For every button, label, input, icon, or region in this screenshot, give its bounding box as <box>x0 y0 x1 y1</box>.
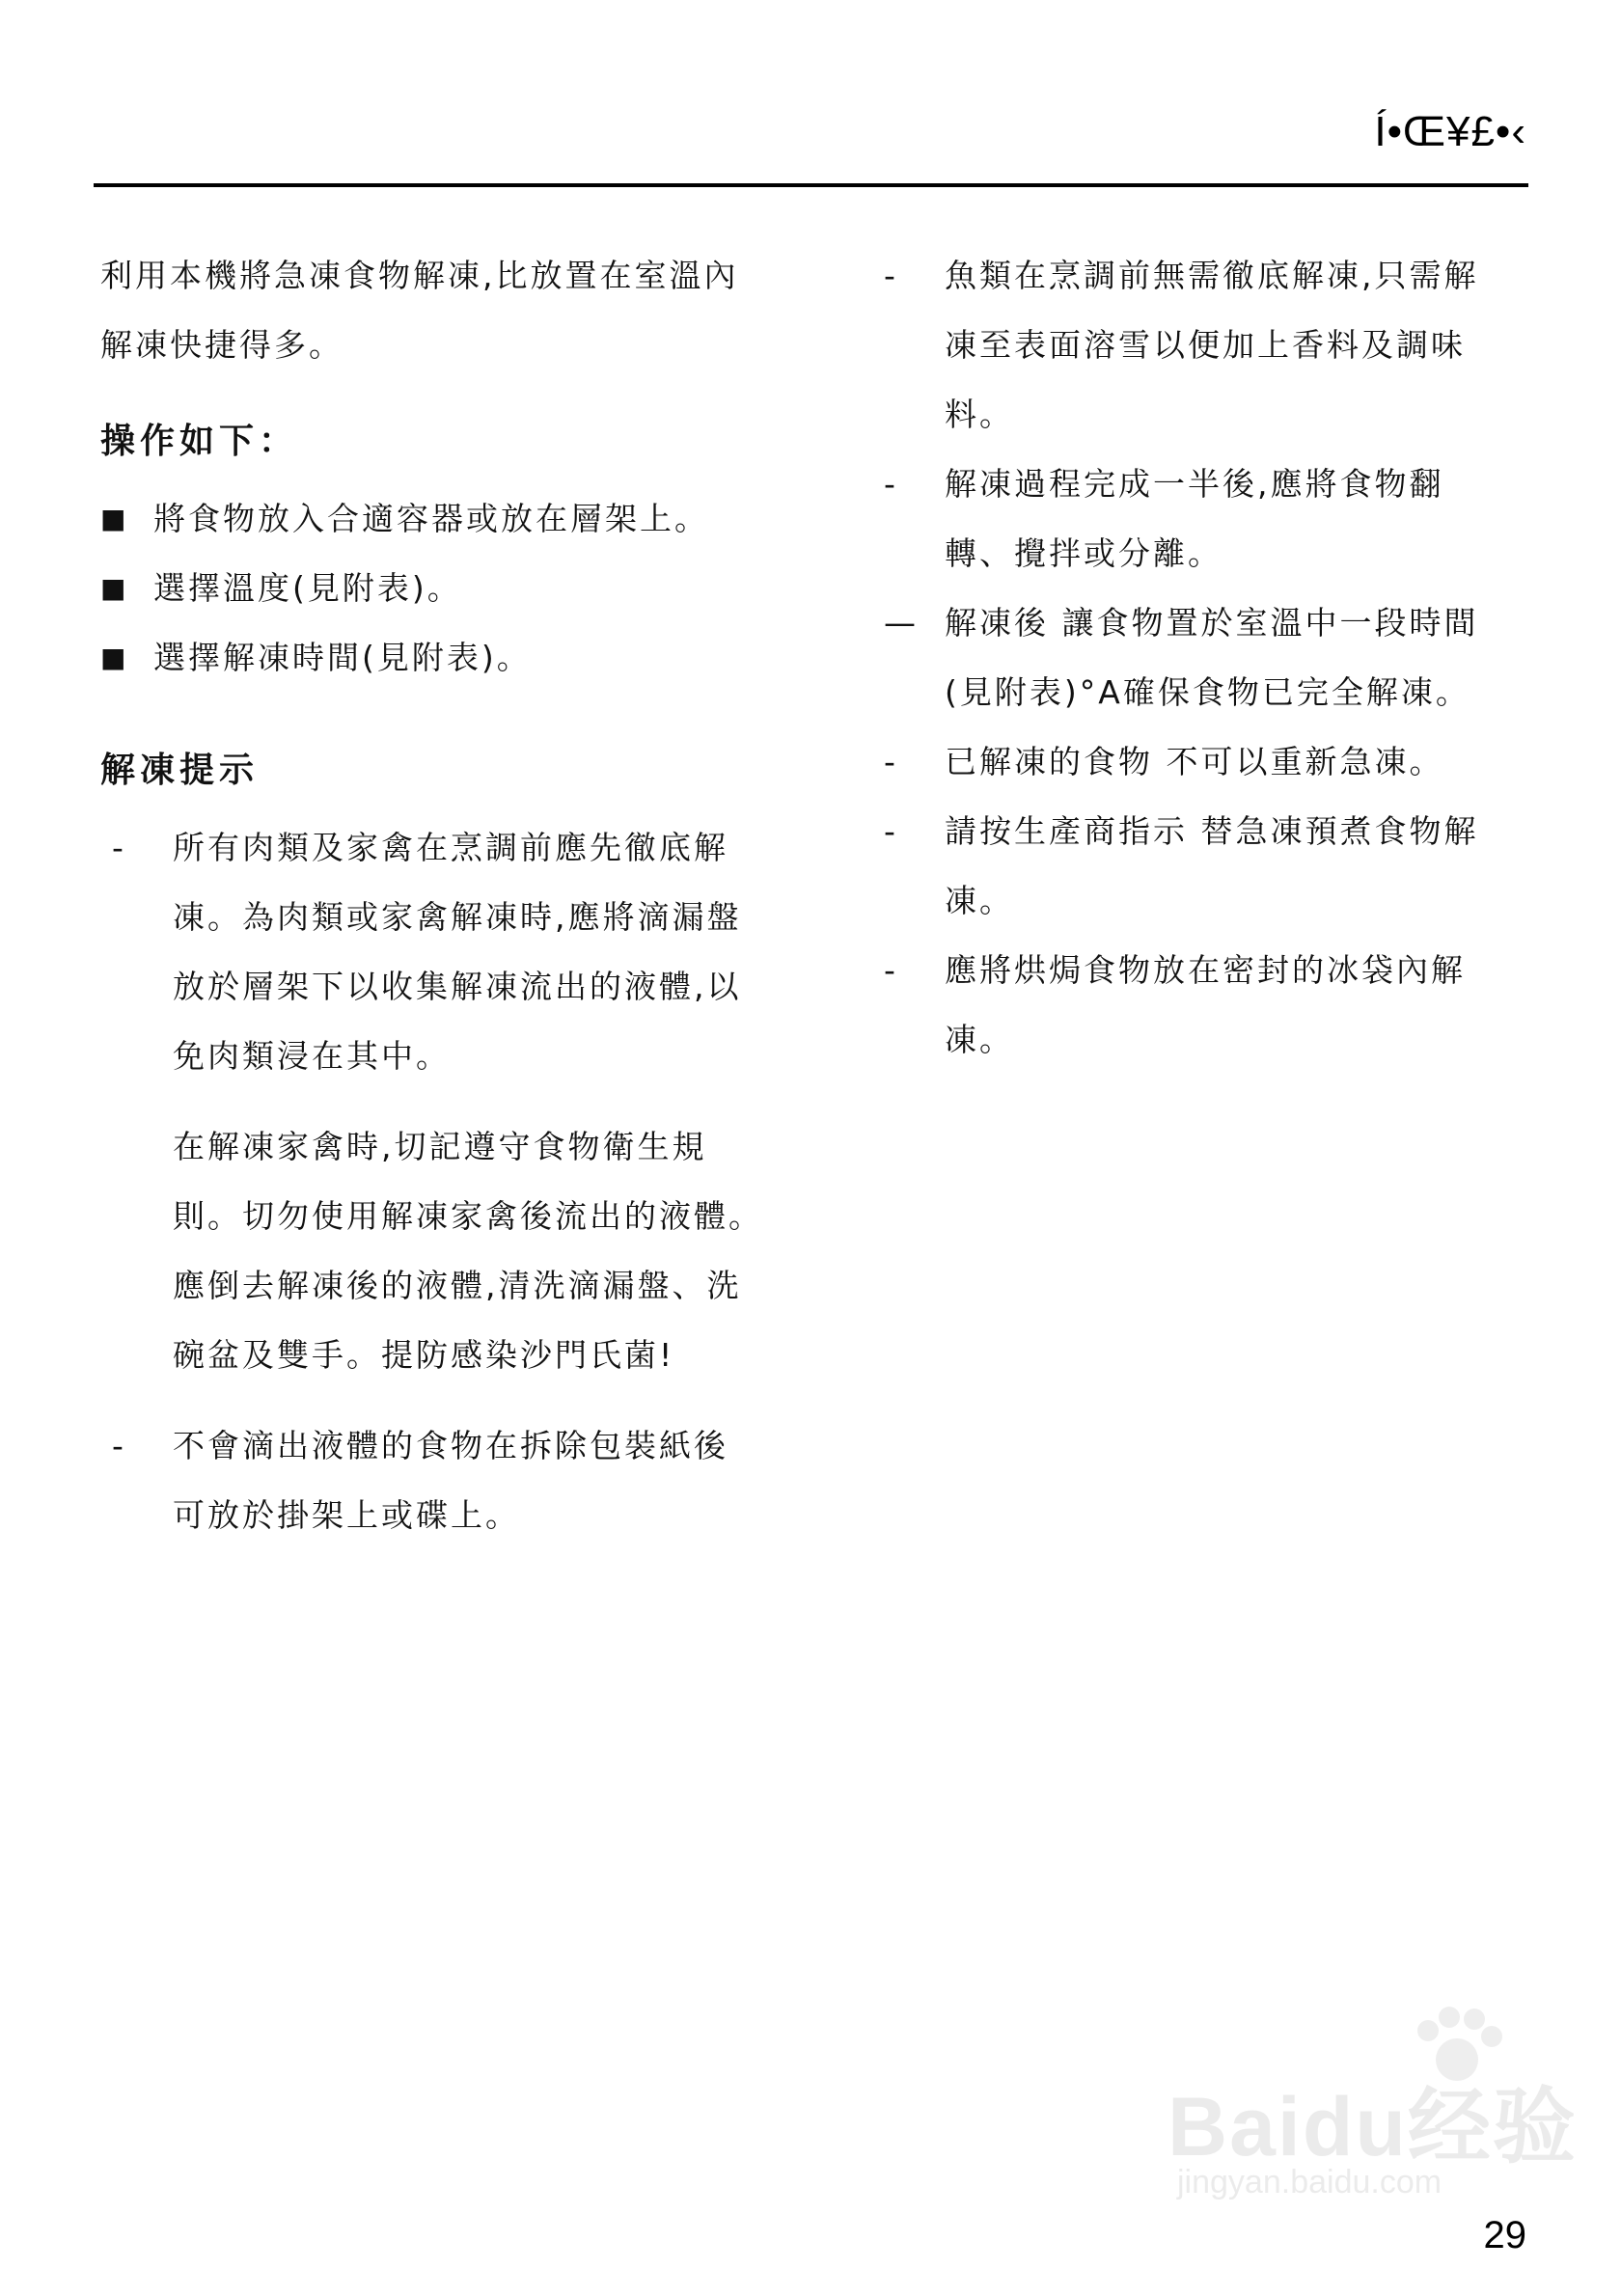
dash-bullet-icon: - <box>884 951 898 989</box>
tip-item <box>872 588 1538 727</box>
intro-paragraph: 利用本機將急凍食物解凍,比放置在室溫內 解凍快捷得多。 <box>100 257 739 364</box>
steps-list <box>100 484 834 693</box>
watermark-brand: Baidu经验 <box>1168 2081 1578 2173</box>
step-item <box>100 623 834 693</box>
tip-text: 所有肉類及家禽在烹調前應先徹底解 凍。為肉類或家禽解凍時,應將滴漏盤 放於層架下以收集解凍流出的液體,以 免肉類浸在其中。 <box>173 829 742 1075</box>
tip-text: 魚類在烹調前無需徹底解凍,只需解 凍至表面溶雪以便加上香料及調味 料。 <box>945 257 1479 433</box>
step-text: 選擇溫度(見附表)。 <box>153 569 462 607</box>
tip-item <box>872 450 1538 588</box>
tip-item <box>872 936 1538 1075</box>
step-text: 選擇解凍時間(見附表)。 <box>153 639 532 676</box>
operation-heading: 操作如下： <box>100 422 299 461</box>
tip-item <box>872 241 1538 450</box>
step-item <box>100 554 834 623</box>
tip-text: 解凍後 讓食物置於室溫中一段時間 (見附表)°A確保食物已完全解凍。 <box>945 604 1479 711</box>
step-item <box>100 484 834 554</box>
square-bullet-icon: ■ <box>100 572 129 604</box>
square-bullet-icon: ■ <box>100 642 129 673</box>
page-number: 29 <box>1483 2214 1526 2256</box>
tip-item <box>100 813 834 1091</box>
tip-text: 已解凍的食物 不可以重新急凍。 <box>945 743 1444 780</box>
header-title: Í•Œ¥£•‹ <box>1374 108 1526 155</box>
tip-text: 不會滴出液體的食物在拆除包裝紙後 可放於掛架上或碟上。 <box>173 1427 728 1534</box>
dash-bullet-icon: - <box>884 743 898 780</box>
tip-item <box>872 797 1538 936</box>
dash-bullet-icon: - <box>884 812 898 850</box>
tip-item <box>100 1411 834 1550</box>
step-text: 將食物放入合適容器或放在層架上。 <box>153 500 709 537</box>
dash-bullet-icon: - <box>112 1427 126 1464</box>
right-column <box>872 241 1538 1075</box>
square-bullet-icon: ■ <box>100 503 129 534</box>
tip-item <box>872 727 1538 797</box>
dash-bullet-icon: - <box>884 465 898 503</box>
header-rule <box>94 183 1528 187</box>
left-column <box>100 241 834 1550</box>
tip-text: 解凍過程完成一半後,應將食物翻 轉、攪拌或分離。 <box>945 465 1444 572</box>
dash-bullet-icon: — <box>884 604 919 642</box>
dash-bullet-icon: - <box>112 829 126 866</box>
tip-extra-paragraph: 在解凍家禽時,切記遵守食物衛生規 則。切勿使用解凍家禽後流出的液體。 應倒去解凍後的液體,清洗滴漏盤、洗 碗盆及雙手。提防感染沙門氏菌! <box>173 1128 763 1374</box>
dash-bullet-icon: - <box>884 257 898 294</box>
tips-heading: 解凍提示 <box>100 751 260 790</box>
watermark-url: jingyan.baidu.com <box>1177 2164 1442 2200</box>
tip-text: 應將烘焗食物放在密封的冰袋內解 凍。 <box>945 951 1466 1058</box>
baidu-watermark <box>1168 2002 1578 2204</box>
tip-text: 請按生產商指示 替急凍預煮食物解 凍。 <box>945 812 1479 919</box>
